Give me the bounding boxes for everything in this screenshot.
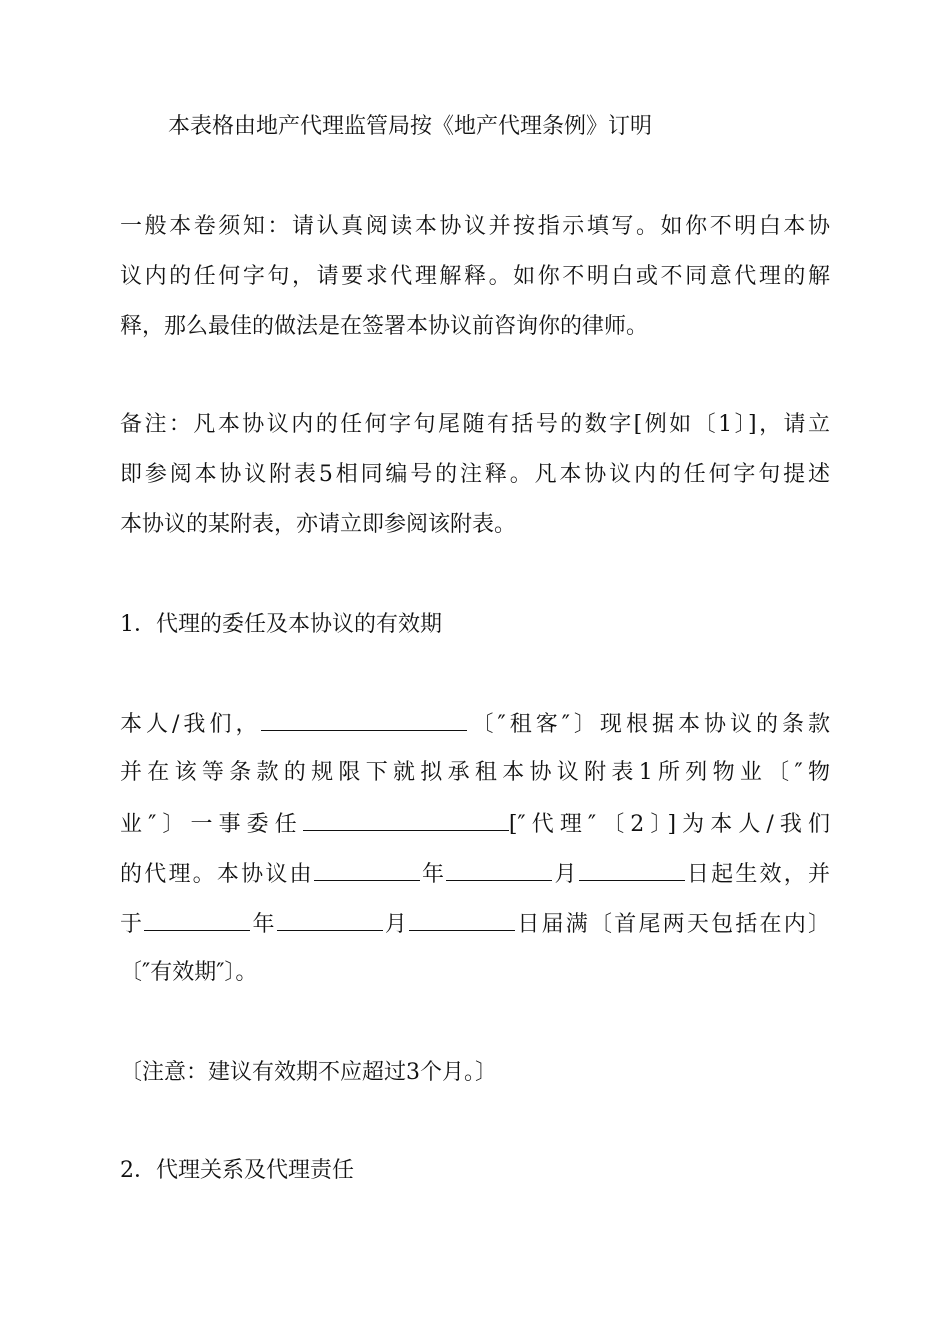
text-segment: 〔″租客″〕现根据本协议的条款 [467, 712, 830, 737]
start-month-blank[interactable] [446, 858, 552, 881]
remark-line: 备注：凡本协议内的任何字句尾随有括号的数字[例如〔1〕]，请立 [120, 412, 830, 437]
appointment-line [120, 908, 830, 938]
document-title: 本表格由地产代理监管局按《地产代理条例》订明 [168, 114, 653, 139]
appointment-line [120, 858, 830, 888]
remark-line: 即参阅本协议附表5相同编号的注释。凡本协议内的任何字句提述 [120, 462, 830, 487]
start-day-blank[interactable] [579, 858, 685, 881]
month-label: 月 [552, 862, 579, 887]
text-segment: 业″〕一事委任 [120, 812, 303, 837]
notice-line: 议内的任何字句，请要求代理解释。如你不明白或不同意代理的解 [120, 264, 830, 289]
section-2-heading: 2．代理关系及代理责任 [120, 1158, 354, 1183]
year-label: 年 [419, 862, 447, 887]
notice-line: 释，那么最佳的做法是在签署本协议前咨询你的律师。 [120, 314, 649, 339]
agent-name-blank[interactable] [303, 808, 509, 831]
appointment-line [120, 808, 830, 838]
month-label: 月 [382, 912, 410, 937]
year-label: 年 [250, 912, 277, 937]
appointment-line: 〔″有效期″〕。 [120, 960, 258, 985]
validity-note: 〔注意：建议有效期不应超过3个月。〕 [120, 1060, 497, 1085]
section-1-heading: 1．代理的委任及本协议的有效期 [120, 612, 442, 637]
remark-line: 本协议的某附表，亦请立即参阅该附表。 [120, 512, 517, 537]
text-segment: 本人/我们， [120, 712, 262, 737]
tenant-name-blank[interactable] [261, 708, 467, 731]
text-segment: 的代理。本协议由 [120, 862, 314, 887]
text-segment: 日届满〔首尾两天包括在内〕 [515, 912, 830, 937]
notice-line: 一般本卷须知：请认真阅读本协议并按指示填写。如你不明白本协 [120, 214, 830, 239]
appointment-line [120, 708, 830, 738]
text-segment: 于 [120, 912, 145, 937]
text-segment: [″代理″〔2〕]为本人/我们 [508, 812, 831, 837]
end-month-blank[interactable] [277, 908, 383, 931]
start-year-blank[interactable] [314, 858, 420, 881]
end-day-blank[interactable] [409, 908, 515, 931]
text-segment: 日起生效，并 [684, 862, 830, 887]
appointment-line: 并在该等条款的规限下就拟承租本协议附表1所列物业〔″物 [120, 760, 830, 785]
end-year-blank[interactable] [144, 908, 250, 931]
